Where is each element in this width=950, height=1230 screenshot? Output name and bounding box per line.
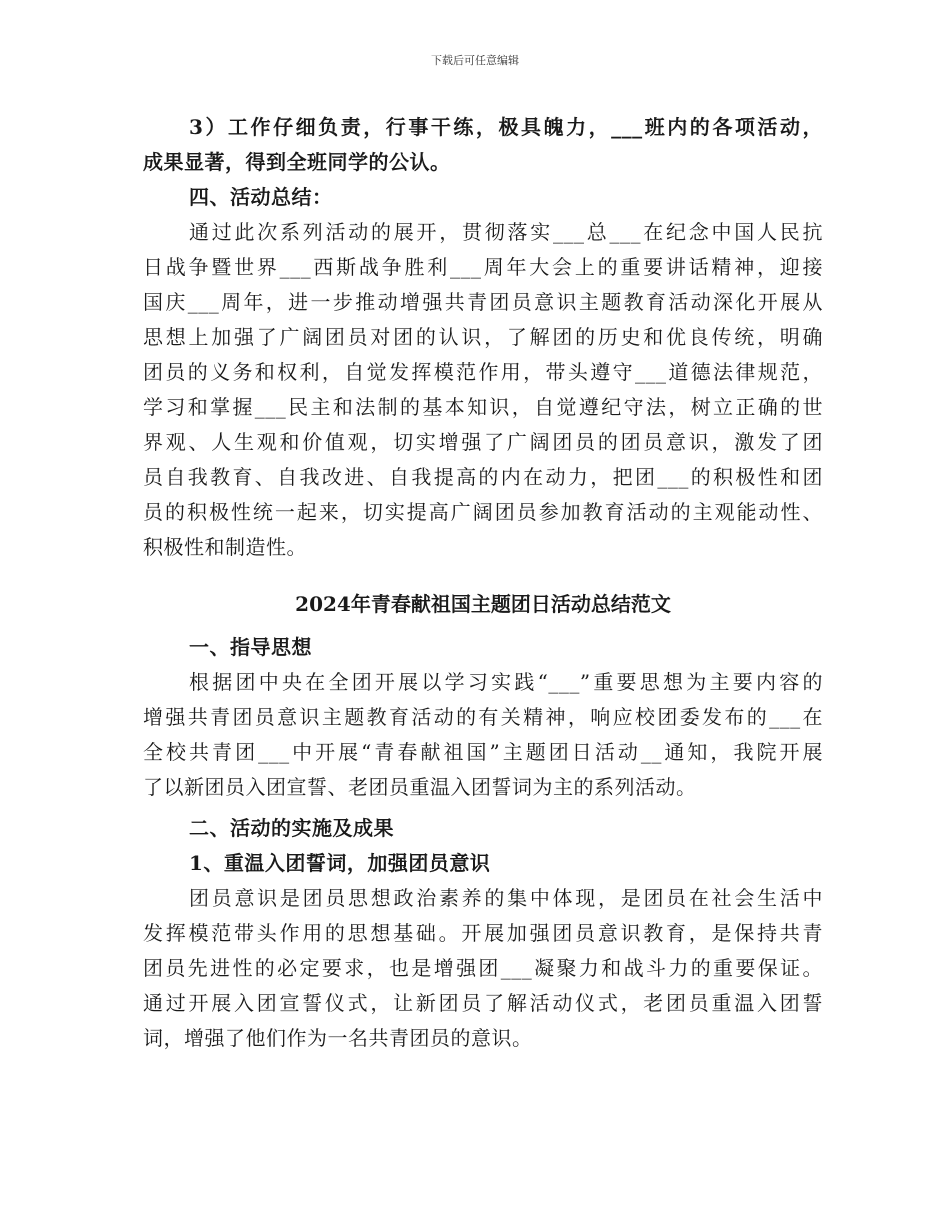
- oath-line: 发挥模范带头作用的思想基础。开展加强团员意识教育，是保持共青: [143, 921, 823, 945]
- summary-line: 通过此次系列活动的展开，贯彻落实___总___在纪念中国人民抗: [189, 220, 823, 244]
- oath-line: 团员意识是团员思想政治素养的集中体现，是团员在社会生活中: [189, 886, 823, 910]
- page-header-note: 下载后可任意编辑: [431, 54, 519, 67]
- heading-implementation: 二、活动的实施及成果: [189, 816, 394, 840]
- summary-line: 员的积极性统一起来，切实提高广阔团员参加教育活动的主观能动性、: [143, 500, 823, 524]
- heading-activity-summary: 四、活动总结：: [189, 185, 333, 209]
- guide-line: 根据团中央在全团开展以学习实践“___”重要思想为主要内容的: [189, 670, 823, 694]
- document-body: [143, 110, 823, 1056]
- item3-line2: 成果显著，得到全班同学的公认。: [143, 150, 451, 174]
- guide-line: 全校共青团___中开展“青春献祖国”主题团日活动__通知，我院开展: [143, 740, 823, 764]
- heading-guiding-thought: 一、指导思想: [189, 635, 312, 659]
- summary-line: 积极性和制造性。: [143, 535, 307, 559]
- summary-line: 思想上加强了广阔团员对团的认识，了解团的历史和优良传统，明确: [143, 325, 823, 349]
- guide-line: 了以新团员入团宣誓、老团员重温入团誓词为主的系列活动。: [143, 775, 697, 799]
- oath-line: 词，增强了他们作为一名共青团员的意识。: [143, 1026, 533, 1050]
- subheading-oath: 1、重温入团誓词，加强团员意识: [189, 851, 491, 875]
- summary-line: 界观、人生观和价值观，切实增强了广阔团员的团员意识，激发了团: [143, 430, 823, 454]
- summary-line: 团员的义务和权利，自觉发挥模范作用，带头遵守___道德法律规范，: [143, 360, 823, 384]
- article-title: 2024年青春献祖国主题团日活动总结范文: [295, 592, 671, 616]
- item3-line1: 3）工作仔细负责，行事干练，极具魄力，___班内的各项活动，: [189, 115, 823, 139]
- guide-line: 增强共青团员意识主题教育活动的有关精神，响应校团委发布的___在: [143, 705, 823, 729]
- oath-line: 通过开展入团宣誓仪式，让新团员了解活动仪式，老团员重温入团誓: [143, 991, 823, 1015]
- summary-line: 员自我教育、自我改进、自我提高的内在动力，把团___的积极性和团: [143, 465, 823, 489]
- summary-line: 学习和掌握___民主和法制的基本知识，自觉遵纪守法，树立正确的世: [143, 395, 823, 419]
- oath-line: 团员先进性的必定要求，也是增强团___凝聚力和战斗力的重要保证。: [143, 956, 823, 980]
- summary-line: 日战争暨世界___西斯战争胜利___周年大会上的重要讲话精神，迎接: [143, 255, 823, 279]
- summary-line: 国庆___周年，进一步推动增强共青团员意识主题教育活动深化开展从: [143, 290, 823, 314]
